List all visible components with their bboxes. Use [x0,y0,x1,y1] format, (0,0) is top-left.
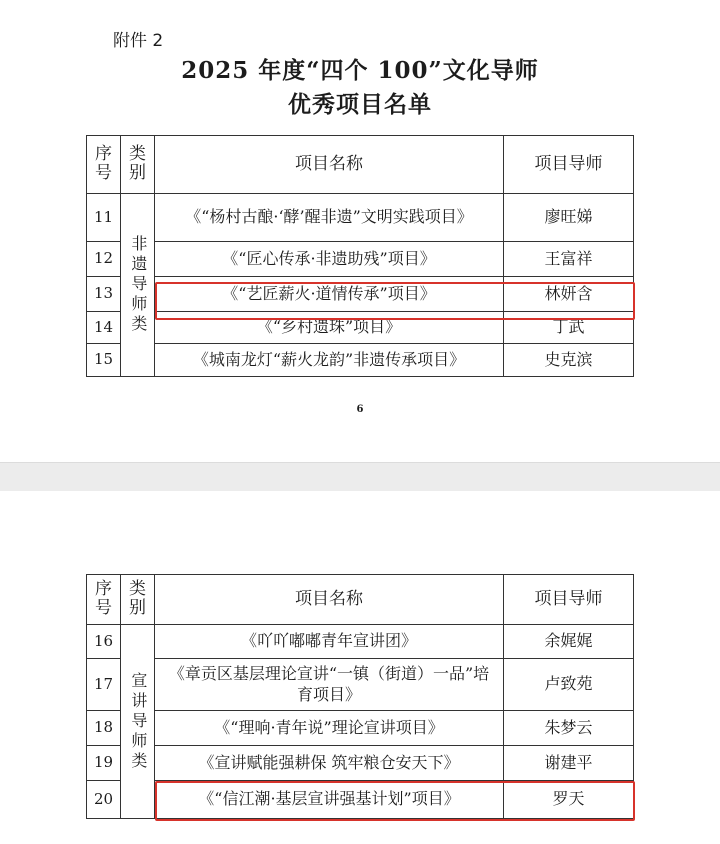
project-name: 《章贡区基层理论宣讲“一镇（街道）一品”培育项目》 [155,659,504,711]
mentor-name: 史克滨 [504,344,634,377]
page-separator [0,462,720,492]
header-seq: 序 号 [87,136,121,194]
header-category: 类 别 [121,136,155,194]
row-number: 19 [87,746,121,781]
table-row [87,746,634,781]
document-page-2 [0,491,720,844]
row-number: 13 [87,277,121,312]
row-number: 16 [87,625,121,659]
mentor-name: 谢建平 [504,746,634,781]
table-header-row [87,575,634,625]
mentor-name: 王富祥 [504,242,634,277]
mentor-name: 林妍含 [504,277,634,312]
project-name: 《“匠心传承·非遗助残”项目》 [155,242,504,277]
row-number: 18 [87,711,121,746]
attachment-label: 附件 2 [113,31,164,51]
document-subtitle: 优秀项目名单 [288,91,432,118]
row-number: 20 [87,781,121,819]
table-row [87,711,634,746]
table-row [87,277,634,312]
mentor-name: 罗天 [504,781,634,819]
row-number: 15 [87,344,121,377]
header-project-name: 项目名称 [155,575,504,625]
row-number: 11 [87,194,121,242]
header-category: 类 别 [121,575,155,625]
header-mentor: 项目导师 [504,136,634,194]
page-number: 6 [356,404,364,415]
mentor-name: 卢致苑 [504,659,634,711]
table-row [87,625,634,659]
table-row [87,344,634,377]
project-name: 《“信江潮·基层宣讲强基计划”项目》 [155,781,504,819]
mentor-name: 廖旺娣 [504,194,634,242]
table-row [87,194,634,242]
row-number: 12 [87,242,121,277]
document-title: 2025 年度“四个 100”文化导师 [181,57,539,84]
project-name: 《“理响·青年说”理论宣讲项目》 [155,711,504,746]
row-number: 17 [87,659,121,711]
mentor-name: 朱梦云 [504,711,634,746]
project-table-1 [86,135,634,377]
table-row [87,312,634,344]
table-row [87,659,634,711]
header-mentor: 项目导师 [504,575,634,625]
category-cell: 非遗导师类 [121,194,155,377]
mentor-name: 余娓娓 [504,625,634,659]
category-cell: 宣讲导师类 [121,625,155,819]
mentor-name: 丁武 [504,312,634,344]
table-row [87,781,634,819]
project-name: 《吖吖嘟嘟青年宣讲团》 [155,625,504,659]
project-name: 《宣讲赋能强耕保 筑牢粮仓安天下》 [155,746,504,781]
table-row [87,242,634,277]
project-name: 《城南龙灯“薪火龙韵”非遗传承项目》 [155,344,504,377]
row-number: 14 [87,312,121,344]
project-name: 《“乡村遗珠”项目》 [155,312,504,344]
project-name: 《“艺匠薪火·道情传承”项目》 [155,277,504,312]
project-name: 《“杨村古酿·‘酵’醒非遗”文明实践项目》 [155,194,504,242]
project-table-2 [86,574,634,819]
header-seq: 序 号 [87,575,121,625]
header-project-name: 项目名称 [155,136,504,194]
table-header-row [87,136,634,194]
